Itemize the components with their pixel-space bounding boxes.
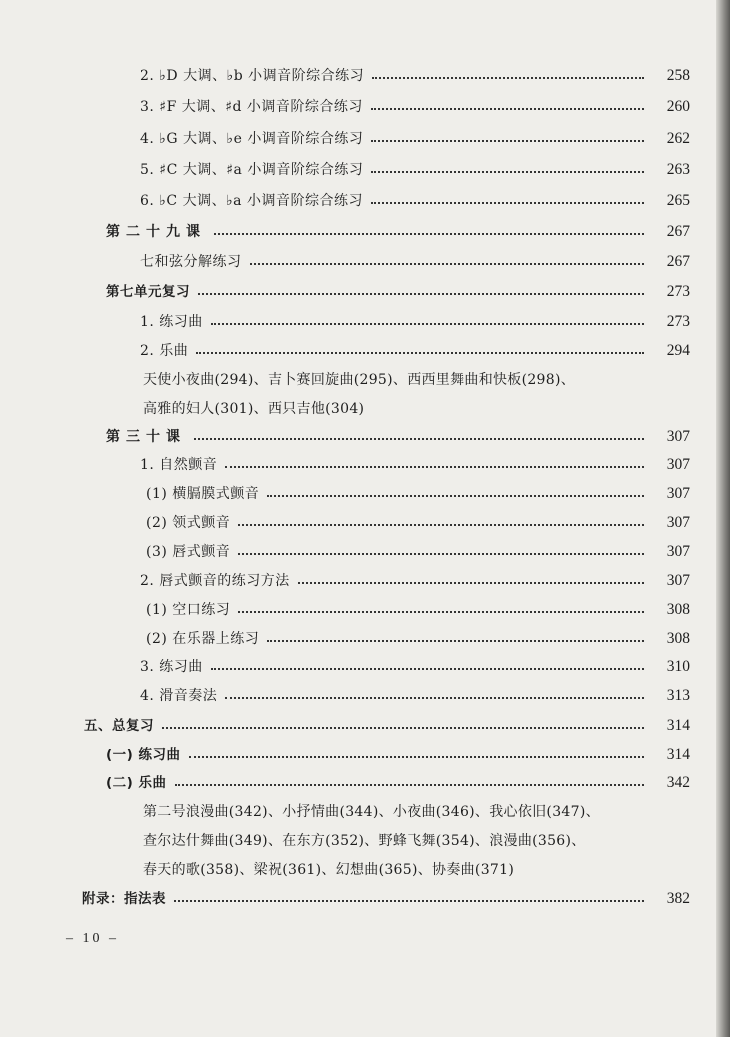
dot-leader <box>225 696 644 699</box>
toc-entry-title: (1) 横膈膜式颤音 <box>146 486 260 502</box>
toc-entry-title: 6. ♭C 大调、♭a 小调音阶综合练习 <box>140 193 363 209</box>
toc-entry-etudes-30[interactable] <box>140 655 690 679</box>
toc-entry-page: 267 <box>666 223 690 240</box>
toc-entry-title: 五、总复习 <box>84 718 154 734</box>
dot-leader <box>372 76 644 79</box>
toc-entry-page: 307 <box>666 485 690 502</box>
toc-entry-title: 2. 乐曲 <box>140 343 189 359</box>
toc-entry-title: 第二十九课 <box>106 224 206 240</box>
toc-entry-instrument-practice[interactable] <box>146 627 690 651</box>
toc-entry-page: 308 <box>666 630 690 647</box>
toc-entry-page: 294 <box>666 342 690 359</box>
dot-leader <box>196 351 644 354</box>
toc-entry-d-flat-major[interactable] <box>140 64 690 88</box>
toc-entry-lip-vibrato[interactable] <box>146 540 690 564</box>
toc-entry-title: 2. ♭D 大调、♭b 小调音阶综合练习 <box>140 68 365 84</box>
toc-entry-page: 273 <box>666 283 690 300</box>
toc-entry-title: 3. 练习曲 <box>140 659 203 675</box>
dot-leader <box>298 581 644 584</box>
toc-entry-title: 第七单元复习 <box>106 284 190 300</box>
toc-entry-lip-vibrato-method[interactable] <box>140 569 690 593</box>
toc-entry-page: 314 <box>666 717 690 734</box>
toc-entry-title: 附录：指法表 <box>82 891 166 907</box>
toc-entry-title: (1) 空口练习 <box>146 602 231 618</box>
toc-entry-page: 342 <box>666 774 690 791</box>
toc-entry-f-sharp-major[interactable] <box>140 95 690 119</box>
toc-entry-title: 1. 自然颤音 <box>140 457 218 473</box>
toc-entry-page: 307 <box>666 543 690 560</box>
toc-entry-page: 310 <box>666 658 690 675</box>
toc-entry-title: (二) 乐曲 <box>106 775 167 791</box>
toc-entry-page: 273 <box>666 313 690 330</box>
toc-entry-title: 七和弦分解练习 <box>140 254 242 270</box>
toc-entry-title: 4. 滑音奏法 <box>140 688 218 704</box>
toc-entry-pieces[interactable] <box>140 339 690 363</box>
toc-entry-etudes[interactable] <box>140 310 690 334</box>
toc-appendix-fingering[interactable] <box>82 887 690 911</box>
toc-entry-page: 313 <box>666 687 690 704</box>
piece-list-line: 春天的歌(358)、梁祝(361)、幻想曲(365)、协奏曲(371) <box>143 862 515 878</box>
toc-entry-page: 314 <box>666 746 690 763</box>
toc-entry-page: 382 <box>666 890 690 907</box>
toc-entry-natural-vibrato[interactable] <box>140 453 690 477</box>
toc-entry-glissando[interactable] <box>140 684 690 708</box>
piece-list-line: 第二号浪漫曲(342)、小抒情曲(344)、小夜曲(346)、我心依旧(347)、 <box>143 804 600 820</box>
page-number: – 10 – <box>66 931 119 946</box>
toc-entry-page: 307 <box>666 572 690 589</box>
piece-list-line: 查尔达什舞曲(349)、在东方(352)、野蜂飞舞(354)、浪漫曲(356)、 <box>143 833 586 849</box>
dot-leader <box>238 552 644 555</box>
toc-lesson-30[interactable] <box>106 425 690 449</box>
dot-leader <box>371 201 644 204</box>
dot-leader <box>238 610 644 613</box>
dot-leader <box>175 783 644 786</box>
toc-entry-page: 262 <box>666 130 690 147</box>
toc-entry-page: 308 <box>666 601 690 618</box>
dot-leader <box>194 437 644 440</box>
toc-entry-page: 265 <box>666 192 690 209</box>
toc-entry-title: 第三十课 <box>106 429 186 445</box>
dot-leader <box>267 494 644 497</box>
piece-list-line: 高雅的妇人(301)、西只吉他(304) <box>143 401 365 417</box>
toc-entry-page: 267 <box>666 253 690 270</box>
dot-leader <box>211 667 644 670</box>
toc-entry-page: 307 <box>666 514 690 531</box>
toc-entry-title: 4. ♭G 大调、♭e 小调音阶综合练习 <box>140 131 364 147</box>
dot-leader <box>238 523 644 526</box>
toc-unit-7-review[interactable] <box>106 280 690 304</box>
toc-entry-title: 3. ♯F 大调、♯d 小调音阶综合练习 <box>140 99 363 115</box>
toc-entry-title: (一) 练习曲 <box>106 747 181 763</box>
dot-leader <box>189 755 644 758</box>
toc-entry-page: 307 <box>666 456 690 473</box>
piece-list-line: 天使小夜曲(294)、吉卜赛回旋曲(295)、西西里舞曲和快板(298)、 <box>143 372 576 388</box>
dot-leader <box>174 899 644 902</box>
toc-entry-title: 2. 唇式颤音的练习方法 <box>140 573 290 589</box>
toc-lesson-29[interactable] <box>106 220 690 244</box>
toc-entry-page: 260 <box>666 98 690 115</box>
dot-leader <box>211 322 644 325</box>
toc-general-review[interactable] <box>84 714 690 738</box>
dot-leader <box>198 292 644 295</box>
dot-leader <box>371 170 644 173</box>
toc-entry-c-sharp-major[interactable] <box>140 158 690 182</box>
toc-entry-page: 263 <box>666 161 690 178</box>
dot-leader <box>214 232 644 235</box>
dot-leader <box>225 465 644 468</box>
dot-leader <box>371 107 644 110</box>
toc-entry-c-flat-major[interactable] <box>140 189 690 213</box>
dot-leader <box>371 139 644 142</box>
toc-entry-title: (2) 领式颤音 <box>146 515 231 531</box>
toc-review-etudes[interactable] <box>106 743 690 767</box>
dot-leader <box>267 639 644 642</box>
toc-entry-page: 307 <box>666 428 690 445</box>
toc-entry-title: 1. 练习曲 <box>140 314 203 330</box>
toc-entry-g-flat-major[interactable] <box>140 127 690 151</box>
toc-entry-mouth-practice[interactable] <box>146 598 690 622</box>
toc-entry-diaphragm-vibrato[interactable] <box>146 482 690 506</box>
toc-entry-jaw-vibrato[interactable] <box>146 511 690 535</box>
toc-entry-title: (2) 在乐器上练习 <box>146 631 260 647</box>
toc-review-pieces[interactable] <box>106 771 690 795</box>
dot-leader <box>250 262 645 265</box>
toc-entry-page: 258 <box>666 67 690 84</box>
dot-leader <box>162 726 644 729</box>
toc-entry-title: (3) 唇式颤音 <box>146 544 231 560</box>
toc-entry-title: 5. ♯C 大调、♯a 小调音阶综合练习 <box>140 162 364 178</box>
toc-entry-seventh-chords[interactable] <box>140 250 690 274</box>
